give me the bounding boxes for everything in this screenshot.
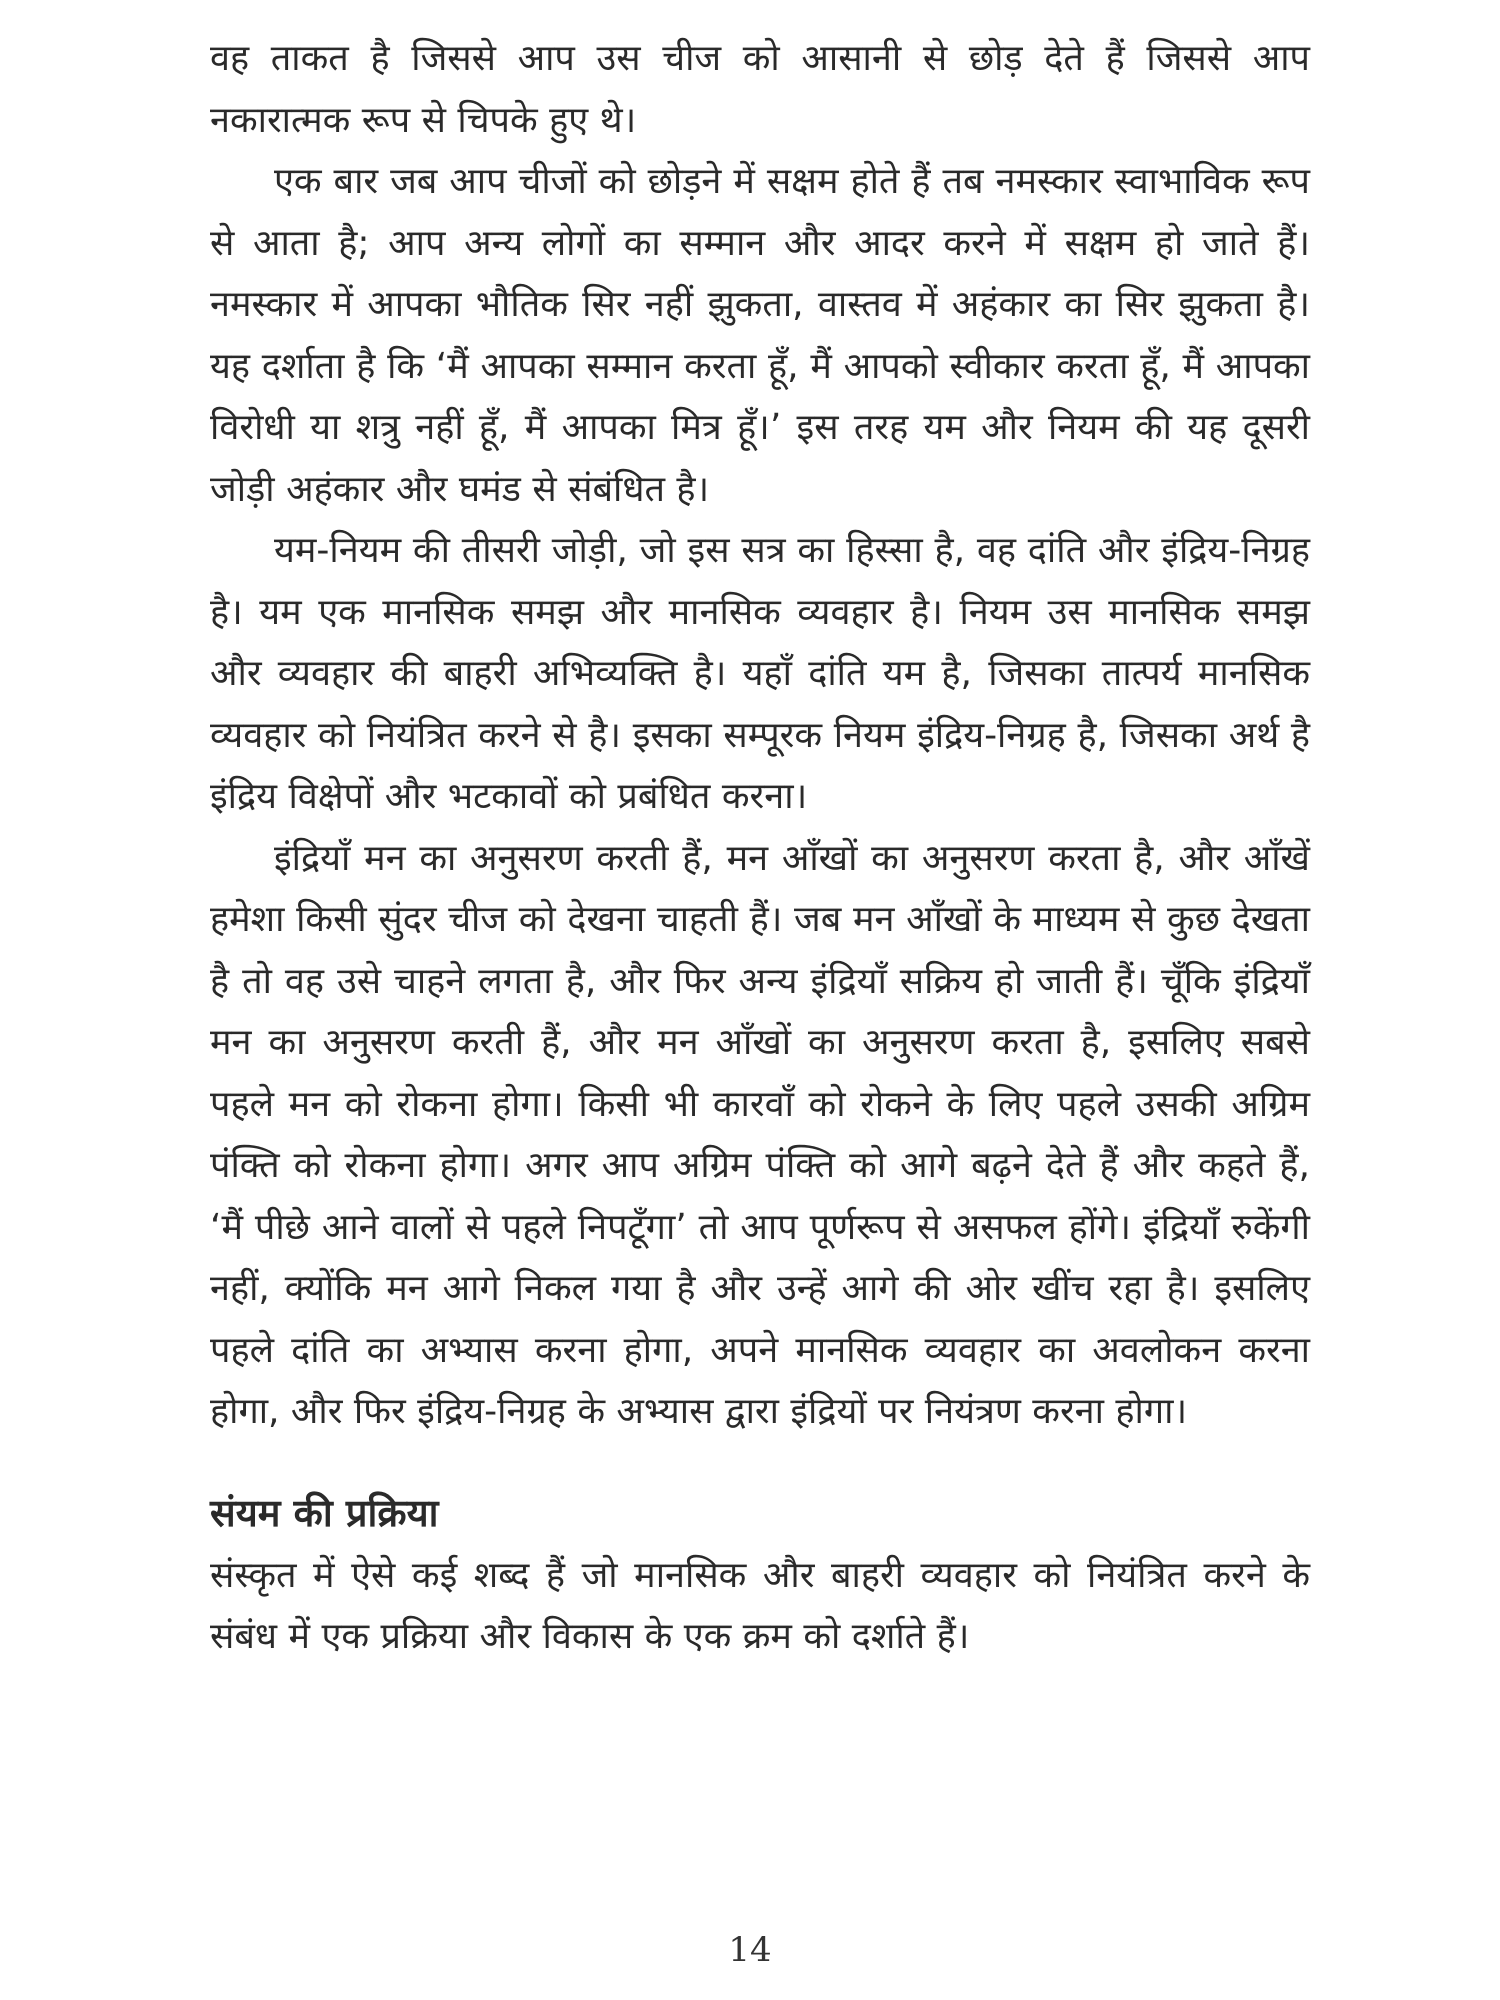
paragraph-3: यम-नियम की तीसरी जोड़ी, जो इस सत्र का हिस्सा है, वह दांति और इंद्रिय-निग्रह है। यम एक मानसिक समझ और मानसिक व्यवहार है। नियम उस मानसिक समझ और व्यवहार की बाहरी अभिव्यक्ति है। यहाँ दांति यम है, जिसका तात्पर्य मानसिक व्यवहार को नियंत्रित करने से है। इसका सम्पूरक नियम इंद्रिय-निग्रह है, जिसका अर्थ है इंद्रिय विक्षेपों और भटकावों को प्रबंधित करना। [210, 530, 1310, 817]
paragraph-2: एक बार जब आप चीजों को छोड़ने में सक्षम होते हैं तब नमस्कार स्वाभाविक रूप से आता है; आप अन्य लोगों का सम्मान और आदर करने में सक्षम हो जाते हैं। नमस्कार में आपका भौतिक सिर नहीं झुकता, वास्तव में अहंकार का सिर झुकता है। यह दर्शाता है कि ‘मैं आपका सम्मान करता हूँ, मैं आपको स्वीकार करता हूँ, मैं आपका विरोधी या शत्रु नहीं हूँ, मैं आपका मित्र हूँ।’ इस तरह यम और नियम की यह दूसरी जोड़ी अहंकार और घमंड से संबंधित है। [210, 161, 1310, 510]
paragraph-4: इंद्रियाँ मन का अनुसरण करती हैं, मन आँखों का अनुसरण करता है, और आँखें हमेशा किसी सुंदर चीज को देखना चाहती हैं। जब मन आँखों के माध्यम से कुछ देखता है तो वह उसे चाहने लगता है, और फिर अन्य इंद्रियाँ सक्रिय हो जाती हैं। चूँकि इंद्रियाँ मन का अनुसरण करती हैं, और मन आँखों का अनुसरण करता है, इसलिए सबसे पहले मन को रोकना होगा। किसी भी कारवाँ को रोकने के लिए पहले उसकी अग्रिम पंक्ति को रोकना होगा। अगर आप अग्रिम पंक्ति को आगे बढ़ने देते हैं और कहते हैं, ‘मैं पीछे आने वालों से पहले निपटूँगा’ तो आप पूर्णरूप से असफल होंगे। इंद्रियाँ रुकेंगी नहीं, क्योंकि मन आगे निकल गया है और उन्हें आगे की ओर खींच रहा है। इसलिए पहले दांति का अभ्यास करना होगा, अपने मानसिक व्यवहार का अवलोकन करना होगा, और फिर इंद्रिय-निग्रह के अभ्यास द्वारा इंद्रियों पर नियंत्रण करना होगा। [210, 837, 1310, 1432]
section-heading: संयम की प्रक्रिया [210, 1490, 439, 1535]
section-paragraph: संस्कृत में ऐसे कई शब्द हैं जो मानसिक और बाहरी व्यवहार को नियंत्रित करने के संबंध में एक प्रक्रिया और विकास के एक क्रम को दर्शाते हैं। [210, 1554, 1310, 1657]
page-number: 14 [728, 1930, 772, 1970]
paragraph-1: वह ताकत है जिससे आप उस चीज को आसानी से छोड़ देते हैं जिससे आप नकारात्मक रूप से चिपके हुए थे। [210, 38, 1310, 141]
page-body [210, 28, 1310, 1668]
